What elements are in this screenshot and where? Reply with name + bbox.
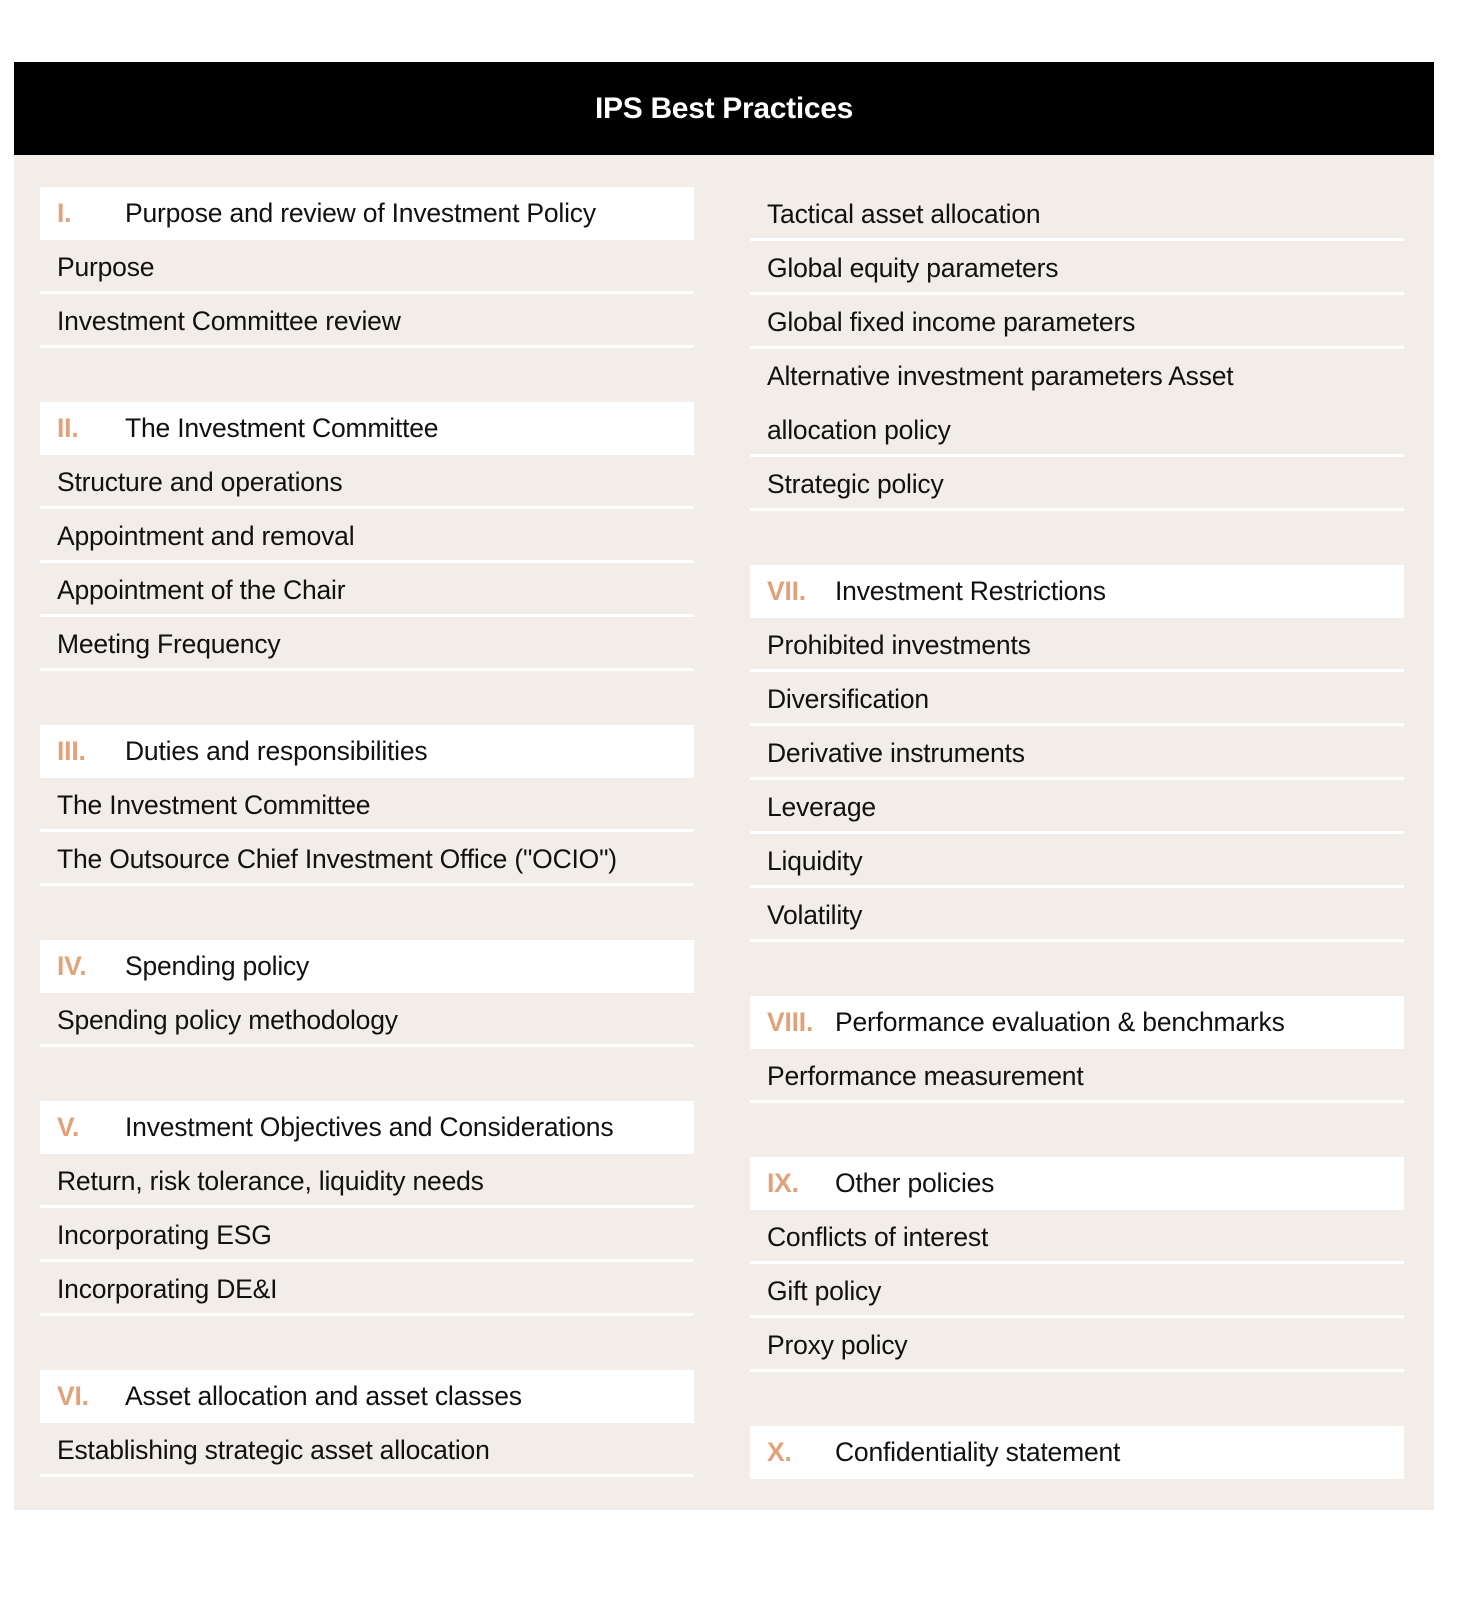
list-item (40, 455, 694, 509)
list-item-label: Gift policy (767, 1275, 882, 1306)
list-item-label: Meeting Frequency (57, 628, 281, 659)
section-title: Spending policy (125, 951, 310, 981)
section-title: The Investment Committee (125, 413, 439, 443)
list-item (750, 1049, 1404, 1103)
section-numeral: IV. (57, 951, 87, 981)
section-title: Investment Restrictions (835, 576, 1106, 606)
list-item (750, 295, 1404, 349)
list-item (40, 563, 694, 617)
section-title: Performance evaluation & benchmarks (835, 1007, 1285, 1037)
spacer (40, 671, 694, 725)
list-item-label: Purpose (57, 251, 155, 282)
list-item (750, 1318, 1404, 1372)
section-numeral: IX. (767, 1168, 799, 1198)
section-numeral: III. (57, 736, 86, 766)
list-item (40, 1154, 694, 1208)
list-item (750, 1264, 1404, 1318)
list-item (40, 993, 694, 1047)
list-item (750, 457, 1404, 511)
list-item-label: Establishing strategic asset allocation (57, 1434, 490, 1465)
list-item (750, 618, 1404, 672)
list-item (750, 241, 1404, 295)
spacer (750, 942, 1404, 996)
section-header (40, 402, 694, 455)
spacer (750, 511, 1404, 565)
section-header (40, 1101, 694, 1154)
list-item (750, 888, 1404, 942)
list-item (40, 617, 694, 671)
list-item-label: Derivative instruments (767, 737, 1025, 768)
spacer (750, 1372, 1404, 1426)
list-item (40, 1262, 694, 1316)
list-item-label: Incorporating DE&I (57, 1273, 278, 1304)
list-item (40, 509, 694, 563)
section-header (750, 565, 1404, 618)
section-header (40, 1370, 694, 1423)
ips-best-practices-panel (14, 62, 1434, 1510)
spacer (40, 1316, 694, 1370)
list-item-label: Performance measurement (767, 1060, 1084, 1091)
page-title: IPS Best Practices (14, 62, 1434, 155)
section-header (750, 996, 1404, 1049)
section-header (40, 940, 694, 993)
list-item-label: Tactical asset allocation (767, 198, 1041, 229)
list-item (750, 187, 1404, 241)
section-title: Purpose and review of Investment Policy (125, 198, 596, 228)
section-title: Confidentiality statement (835, 1437, 1121, 1467)
list-item-label: Structure and operations (57, 466, 343, 497)
section-numeral: V. (57, 1112, 80, 1142)
spacer (40, 886, 694, 940)
list-item-label: The Outsource Chief Investment Office ("OCIO") (57, 843, 617, 874)
section-numeral: I. (57, 198, 72, 228)
list-item (40, 778, 694, 832)
list-item-label: Incorporating ESG (57, 1219, 272, 1250)
section-header (40, 187, 694, 240)
spacer (750, 1103, 1404, 1157)
list-item-label: Investment Committee review (57, 305, 401, 336)
list-item (40, 1423, 694, 1477)
section-header (40, 725, 694, 778)
list-item-label: Alternative investment parameters Asset (767, 360, 1234, 391)
section-numeral: X. (767, 1437, 792, 1467)
list-item (40, 832, 694, 886)
list-item (40, 1208, 694, 1262)
list-item (750, 403, 1404, 457)
list-item (750, 726, 1404, 780)
list-item-label: Global fixed income parameters (767, 306, 1136, 337)
list-item-label: Leverage (767, 791, 876, 822)
list-item-label: Proxy policy (767, 1329, 908, 1360)
section-title: Other policies (835, 1168, 995, 1198)
list-item (750, 780, 1404, 834)
list-item-label: Volatility (767, 899, 863, 930)
list-item-label: Appointment of the Chair (57, 574, 346, 605)
list-item (40, 294, 694, 348)
list-item (750, 349, 1404, 403)
list-item-label: Global equity parameters (767, 252, 1059, 283)
section-numeral: VI. (57, 1381, 89, 1411)
list-item-label: Prohibited investments (767, 629, 1031, 660)
list-item-label: Strategic policy (767, 468, 944, 499)
section-header (750, 1426, 1404, 1479)
list-item (750, 672, 1404, 726)
section-title: Asset allocation and asset classes (125, 1381, 522, 1411)
section-title: Investment Objectives and Considerations (125, 1112, 614, 1142)
list-item (750, 834, 1404, 888)
list-item-label: allocation policy (767, 414, 951, 445)
list-item-label: The Investment Committee (57, 789, 371, 820)
spacer (40, 1047, 694, 1101)
list-item (40, 240, 694, 294)
list-item-label: Spending policy methodology (57, 1004, 398, 1035)
list-item-label: Liquidity (767, 845, 863, 876)
list-item-label: Appointment and removal (57, 520, 355, 551)
list-item-label: Return, risk tolerance, liquidity needs (57, 1165, 484, 1196)
list-item-label: Conflicts of interest (767, 1221, 989, 1252)
section-numeral: II. (57, 413, 79, 443)
spacer (40, 348, 694, 402)
section-numeral: VIII. (767, 1007, 814, 1037)
section-numeral: VII. (767, 576, 806, 606)
section-title: Duties and responsibilities (125, 736, 428, 766)
right-column (750, 187, 1404, 1479)
section-header (750, 1157, 1404, 1210)
left-column (40, 187, 694, 1477)
list-item-label: Diversification (767, 683, 929, 714)
list-item (750, 1210, 1404, 1264)
